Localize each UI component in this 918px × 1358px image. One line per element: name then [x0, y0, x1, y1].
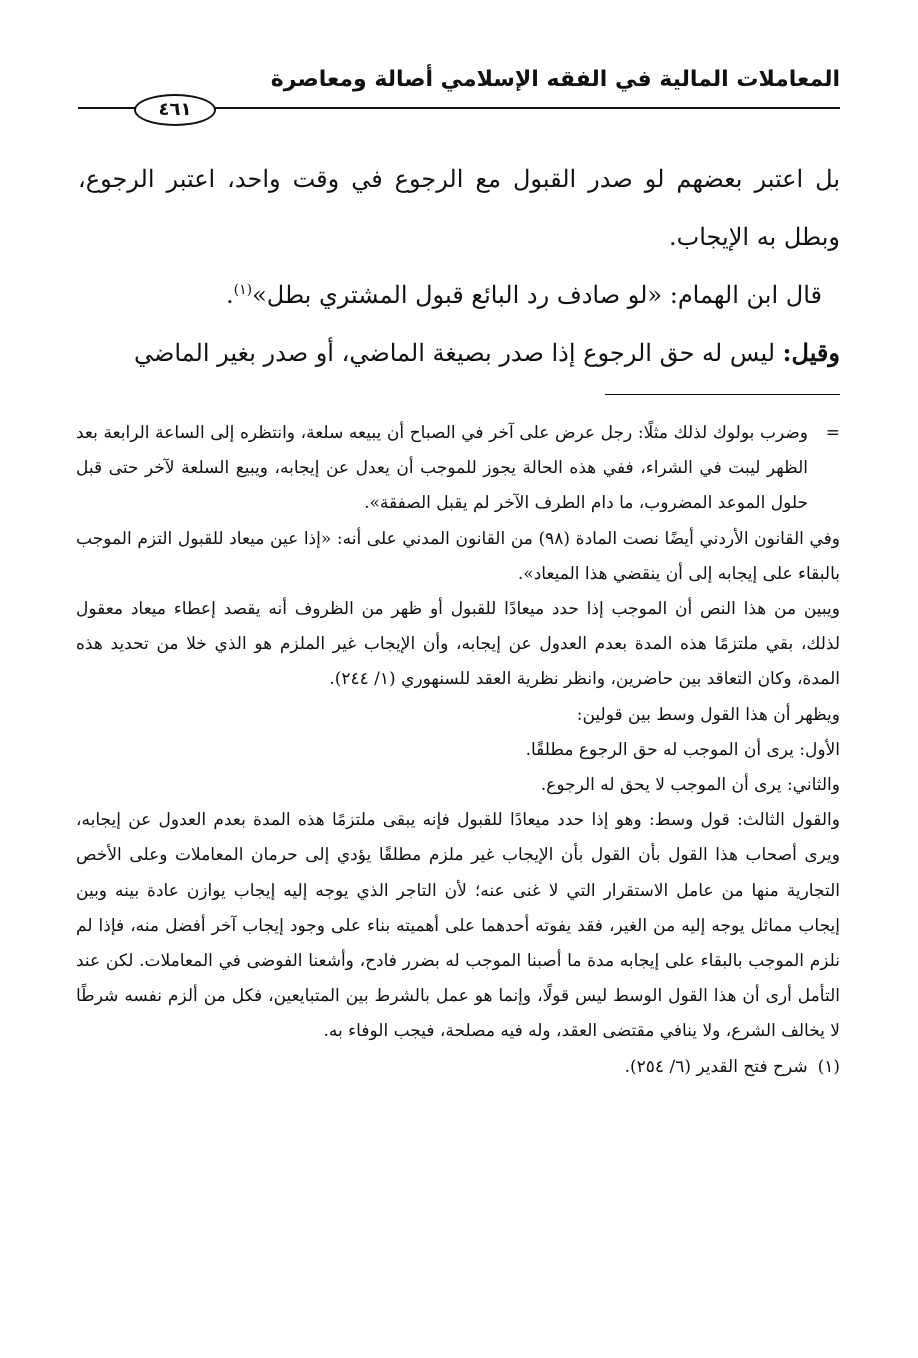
paragraph-lead-word: وقيل:	[782, 338, 840, 367]
quote-text: قال ابن الهمام: «لو صادف رد البائع قبول المشتري بطل»	[252, 281, 822, 309]
footnote-paragraph: ويظهر أن هذا القول وسط بين قولين:	[576, 704, 840, 725]
main-text	[78, 150, 840, 382]
footnote-paragraph: والقول الثالث: قول وسط: وهو إذا حدد ميعادًا للقبول فإنه يبقى ملتزمًا هذه المدة بعدم العدول عن إيجابه، ويرى أصحاب هذا القول بأن القول بأن الإيجاب غير ملزم مطلقًا يؤدي إلى حرمان المعاملات وعلى الأخص التجارية منها من عامل الاستقرار التي لا غنى عنه؛ لأن التاجر الذي يوجه إليه إيجاب يوازن عادة بينه وبين إيجاب مماثل يوجه إليه من الغير، فقد يفوته أحدهما على أهميته بناء على وجود إيجاب آخر أفضل منه، فإذا لم نلزم الموجب بالبقاء على إيجابه مدة ما أصبنا الموجب له بضرر فادح، وأشعنا الفوضى في المعاملات. لكن عند التأمل أرى أن هذا القول الوسط ليس قولًا، وإنما هو عمل بالشرط بين المتبايعين، فكل من ألزم نفسه شرطًا لا يخالف الشرع، ولا ينافي مقتضى العقد، وله فيه مصلحة، فيجب الوفاء به.	[76, 810, 840, 1042]
footnote-item	[76, 1050, 840, 1085]
page-number: ٤٦١	[134, 94, 216, 126]
footnote-text: شرح فتح القدير (٦/ ٢٥٤).	[624, 1056, 808, 1077]
main-paragraph-2	[78, 266, 840, 324]
continuation-mark: =	[825, 423, 840, 443]
main-paragraph-3	[78, 324, 840, 382]
paragraph-text: ليس له حق الرجوع إذا صدر بصيغة الماضي، أو صدر بغير الماضي	[133, 339, 783, 367]
footnote-paragraph: وفي القانون الأردني أيضًا نصت المادة (٩٨) من القانون المدني على أنه: «إذا عين ميعاد للقبول التزم الموجب بالبقاء على إيجابه إلى أن ينقضي هذا الميعاد».	[76, 528, 840, 584]
footnote-reference: (١)	[233, 282, 253, 298]
footnote-separator	[605, 394, 840, 395]
footnotes	[76, 416, 840, 1085]
quote-end: .	[225, 281, 234, 309]
main-paragraph-1: بل اعتبر بعضهم لو صدر القبول مع الرجوع في وقت واحد، اعتبر الرجوع، وبطل به الإيجاب.	[78, 165, 840, 251]
footnote-paragraph: والثاني: يرى أن الموجب لا يحق له الرجوع.	[540, 775, 840, 796]
footnote-number: (١)	[817, 1056, 840, 1077]
footnote-paragraph: ويبين من هذا النص أن الموجب إذا حدد ميعادًا للقبول أو ظهر من الظروف أنه يقصد إعطاء ميعاد معقول لذلك، بقي ملتزمًا هذه المدة بعدم العدول عن إيجابه، وأن الإيجاب غير الملزم هو الذي خلا من تحديد هذه المدة، وكان التعاقد بين حاضرين، وانظر نظرية العقد للسنهوري (١/ ٢٤٤).	[76, 599, 840, 690]
footnote-paragraph: وضرب بولوك لذلك مثلًا: رجل عرض على آخر في الصباح أن يبيعه سلعة، وانتظره إلى الساعة الرابعة بعد الظهر ليبت في الشراء، ففي هذه الحالة يجوز للموجب أن يعدل عن إيجابه، ويبيع السلعة لآخر حتى قبل حلول الموعد المضروب، ما دام الطرف الآخر لم يقبل الصفقة».	[76, 423, 808, 514]
footnote-paragraph: الأول: يرى أن الموجب له حق الرجوع مطلقًا.	[525, 739, 840, 760]
running-title: المعاملات المالية في الفقه الإسلامي أصالة ومعاصرة	[270, 67, 840, 92]
